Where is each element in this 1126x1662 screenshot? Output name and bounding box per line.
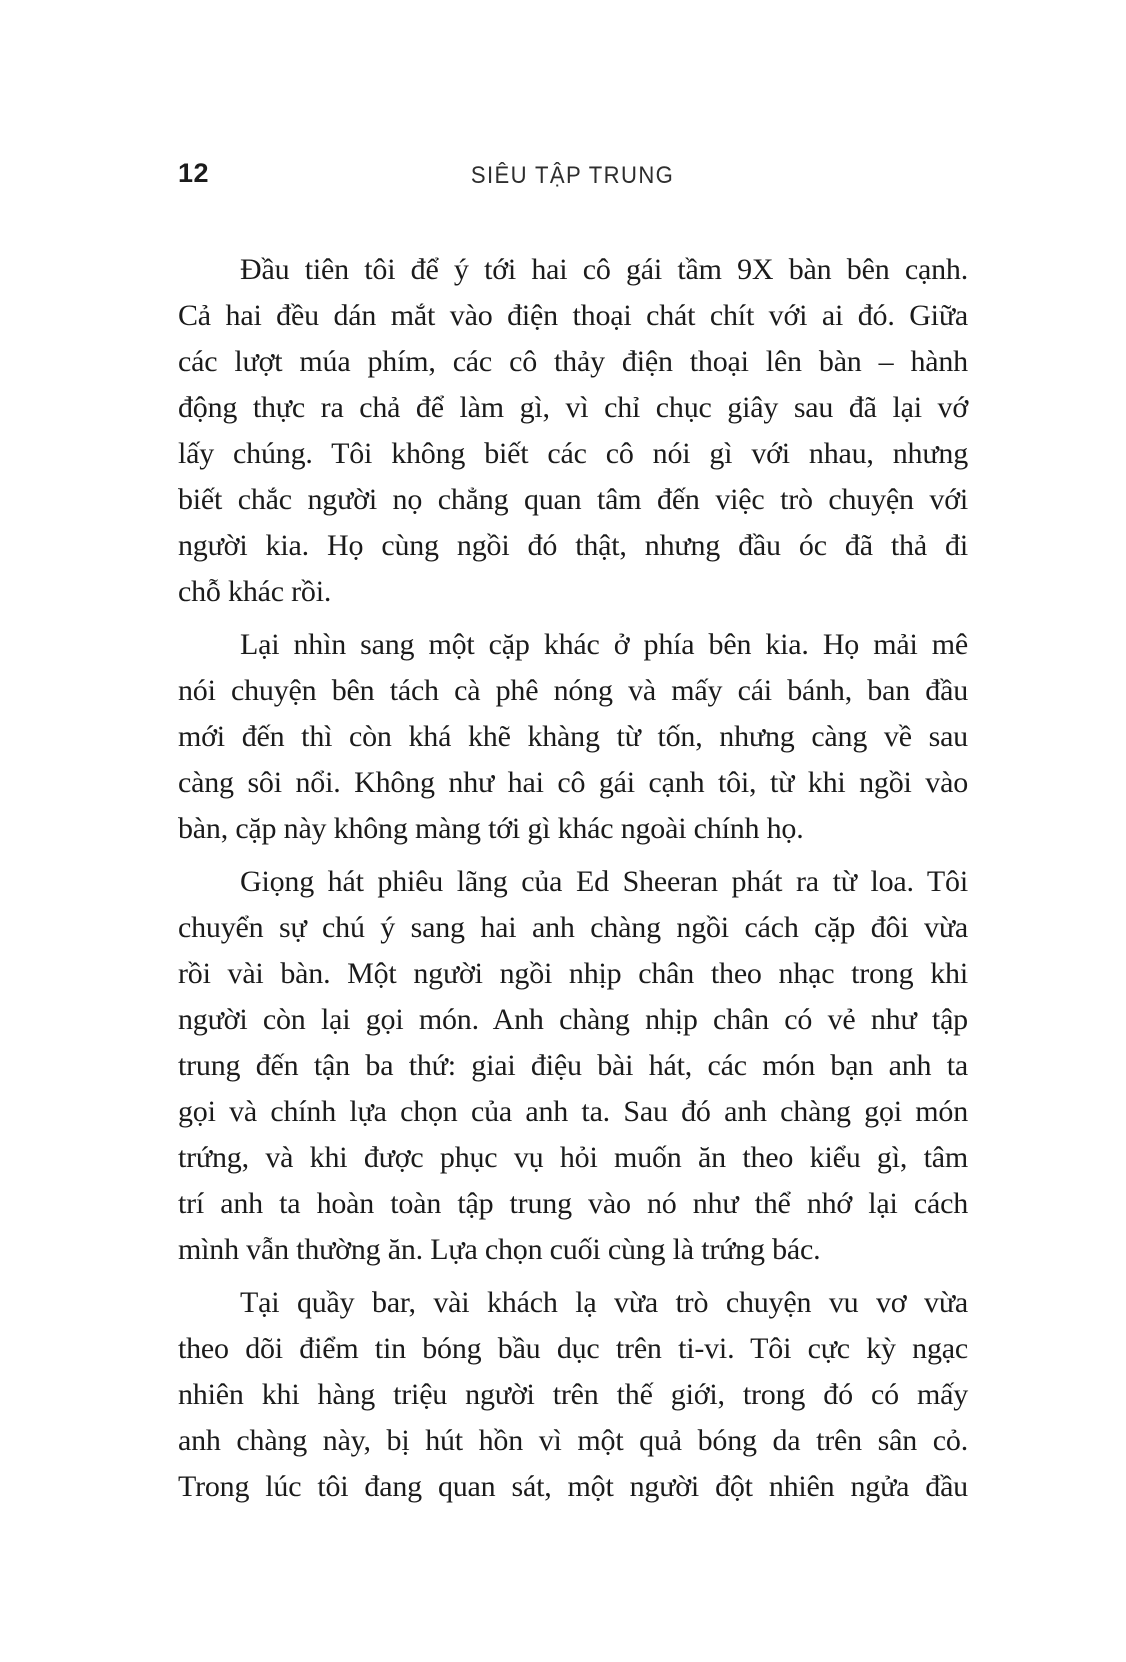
text-line: người kia. Họ cùng ngồi đó thật, nhưng đầu óc đã thả đi (178, 529, 968, 562)
text-line: biết chắc người nọ chẳng quan tâm đến việc trò chuyện với (178, 483, 968, 516)
paragraph (178, 247, 968, 615)
text-line: chỗ khác rồi. (178, 575, 332, 608)
text-line: nhiên khi hàng triệu người trên thế giới, trong đó có mấy (178, 1378, 968, 1411)
text-line: các lượt múa phím, các cô thảy điện thoại lên bàn – hành (178, 345, 968, 378)
text-line: càng sôi nổi. Không như hai cô gái cạnh tôi, từ khi ngồi vào (178, 766, 968, 799)
text-line: theo dõi điểm tin bóng bầu dục trên ti-vi. Tôi cực kỳ ngạc (178, 1332, 968, 1365)
text-line: lấy chúng. Tôi không biết các cô nói gì với nhau, nhưng (178, 437, 968, 470)
text-line: trung đến tận ba thứ: giai điệu bài hát, các món bạn anh ta (178, 1049, 968, 1082)
text-line: trứng, và khi được phục vụ hỏi muốn ăn theo kiểu gì, tâm (178, 1141, 968, 1174)
text-line: Tại quầy bar, vài khách lạ vừa trò chuyện vu vơ vừa (240, 1286, 968, 1319)
running-head-wrap (178, 162, 968, 190)
body-text (178, 247, 968, 1517)
text-line: Giọng hát phiêu lãng của Ed Sheeran phát ra từ loa. Tôi (240, 865, 968, 898)
text-line: người còn lại gọi món. Anh chàng nhịp chân có vẻ như tập (178, 1003, 968, 1036)
text-line: Lại nhìn sang một cặp khác ở phía bên kia. Họ mải mê (240, 628, 968, 661)
text-line: anh chàng này, bị hút hồn vì một quả bóng da trên sân cỏ. (178, 1424, 968, 1457)
running-head: SIÊU TẬP TRUNG (471, 162, 675, 189)
text-line: rồi vài bàn. Một người ngồi nhịp chân theo nhạc trong khi (178, 957, 968, 990)
text-line: gọi và chính lựa chọn của anh ta. Sau đó anh chàng gọi món (178, 1095, 968, 1128)
text-line: Cả hai đều dán mắt vào điện thoại chát chít với ai đó. Giữa (178, 299, 968, 332)
text-line: bàn, cặp này không màng tới gì khác ngoài chính họ. (178, 812, 804, 845)
text-line: chuyển sự chú ý sang hai anh chàng ngồi cách cặp đôi vừa (178, 911, 968, 944)
text-line: nói chuyện bên tách cà phê nóng và mấy cái bánh, ban đầu (178, 674, 968, 707)
text-line: Trong lúc tôi đang quan sát, một người đột nhiên ngửa đầu (178, 1470, 968, 1503)
text-line: mới đến thì còn khá khẽ khàng từ tốn, nhưng càng về sau (178, 720, 968, 753)
text-line: động thực ra chả để làm gì, vì chỉ chục giây sau đã lại vớ (178, 391, 968, 424)
paragraph (178, 1280, 968, 1510)
text-line: trí anh ta hoàn toàn tập trung vào nó như thể nhớ lại cách (178, 1187, 968, 1220)
text-line: Đầu tiên tôi để ý tới hai cô gái tầm 9X bàn bên cạnh. (240, 253, 968, 286)
text-line: mình vẫn thường ăn. Lựa chọn cuối cùng là trứng bác. (178, 1233, 821, 1266)
paragraph (178, 622, 968, 852)
page-number: 12 (178, 158, 210, 188)
paragraph (178, 859, 968, 1273)
page-header (178, 152, 968, 198)
